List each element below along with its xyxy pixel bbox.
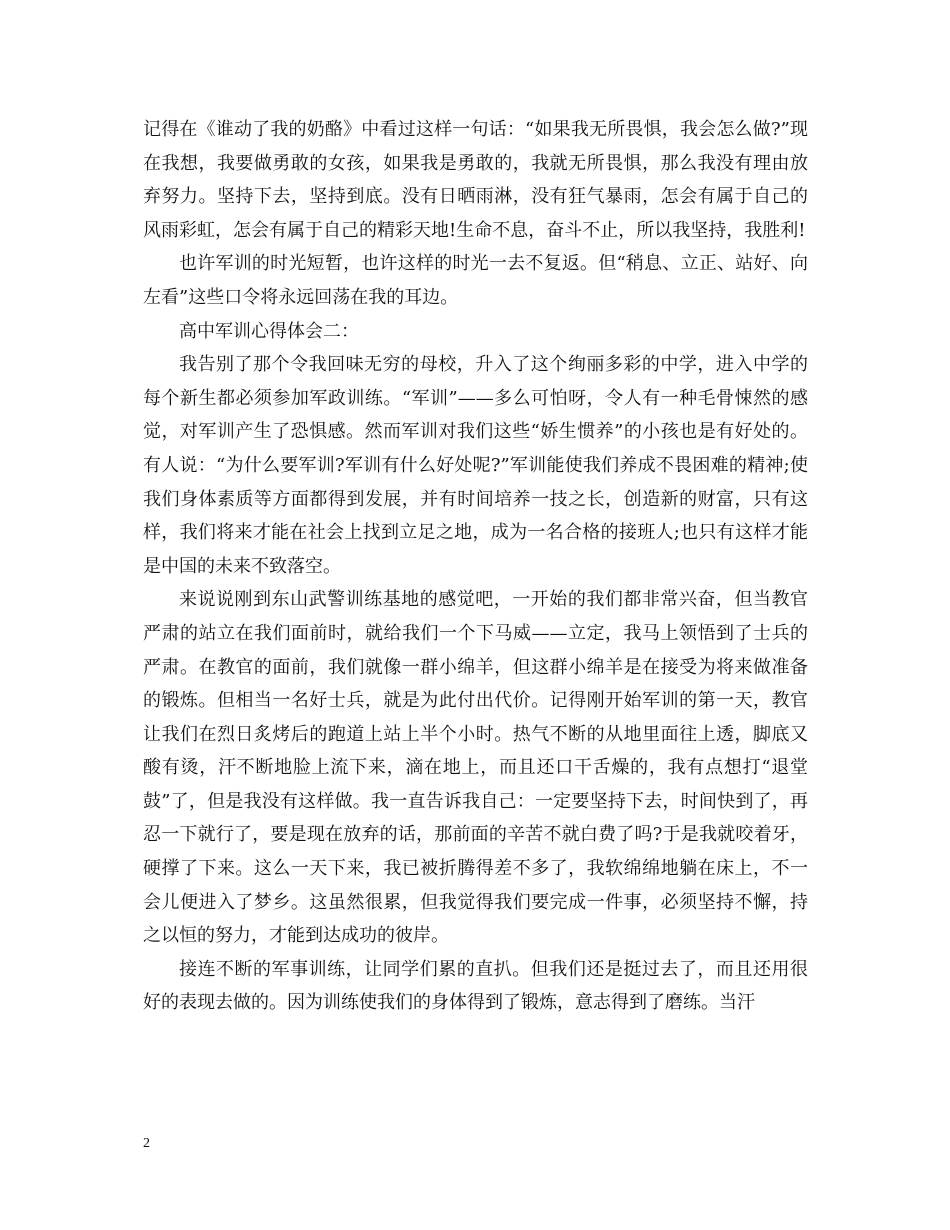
paragraph-4: 来说说刚到东山武警训练基地的感觉吧，一开始的我们都非常兴奋，但当教官严肃的站立在我们面前时，就给我们一个下马威——立定，我马上领悟到了士兵的严肃。在教官的面前，我们就像一群小绵羊，但这群小绵羊是在接受为将来做准备的锻炼。但相当一名好士兵，就是为此付出代价。记得刚开始军训的第一天，教官让我们在烈日炙烤后的跑道上站上半个小时。热气不断的从地里面往上透，脚底又酸有烫，汗不断地脸上流下来，滴在地上，而且还口干舌燥的，我有点想打“退堂鼓”了，但是我没有这样做。我一直告诉我自己：一定要坚持下去，时间快到了，再忍一下就行了，要是现在放弃的话，那前面的辛苦不就白费了吗?于是我就咬着牙，硬撑了下来。这么一天下来，我已被折腾得差不多了，我软绵绵地躺在床上，不一会儿便进入了梦乡。这虽然很累，但我觉得我们要完成一件事，必须坚持不懈，持之以恒的努力，才能到达成功的彼岸。 [143,589,808,947]
document-body [143,113,808,1020]
section-heading: 高中军训心得体会二： [179,320,359,342]
page-number: 2 [143,1136,150,1151]
paragraph-5: 接连不断的军事训练，让同学们累的直扒。但我们还是挺过去了，而且还用很好的表现去做的。因为训练使我们的身体得到了锻炼，意志得到了磨练。当汗 [143,958,808,1014]
paragraph-1: 记得在《谁动了我的奶酪》中看过这样一句话：“如果我无所畏惧，我会怎么做?”现在我想，我要做勇敢的女孩，如果我是勇敢的，我就无所畏惧，那么我没有理由放弃努力。坚持下去，坚持到底。没有日晒雨淋，没有狂气暴雨，怎会有属于自己的风雨彩虹，怎会有属于自己的精彩天地!生命不息，奋斗不止，所以我坚持，我胜利! [143,119,808,241]
paragraph-3: 我告别了那个令我回味无穷的母校，升入了这个绚丽多彩的中学，进入中学的每个新生都必须参加军政训练。“军训”——多么可怕呀，令人有一种毛骨悚然的感觉，对军训产生了恐惧感。然而军训对我们这些“娇生惯养”的小孩也是有好处的。有人说：“为什么要军训?军训有什么好处呢?”军训能使我们养成不畏困难的精神;使我们身体素质等方面都得到发展，并有时间培养一技之长，创造新的财富，只有这样，我们将来才能在社会上找到立足之地，成为一名合格的接班人;也只有这样才能是中国的未来不致落空。 [143,354,808,577]
paragraph-2: 也许军训的时光短暂，也许这样的时光一去不复返。但“稍息、立正、站好、向左看”这些口令将永远回荡在我的耳边。 [143,253,808,308]
